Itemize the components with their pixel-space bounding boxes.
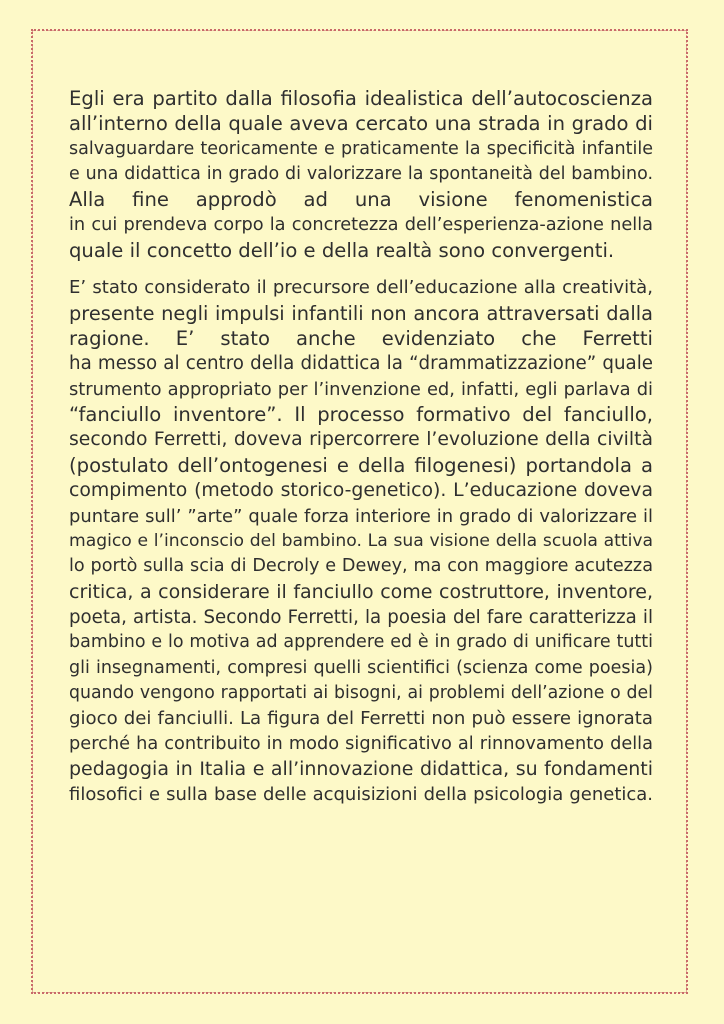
text-line: in cui prendeva corpo la concretezza dell’esperienza-azione nella [69, 214, 653, 235]
text-line: pedagogia in Italia e all’innovazione didattica, su fondamenti [69, 757, 653, 780]
text-line: lo portò sulla scia di Decroly e Dewey, ma con maggiore acutezza [69, 556, 653, 577]
text-line: perché ha contribuito in modo significativo al rinnovamento della [69, 733, 653, 754]
text-line: quale il concetto dell’io e della realtà sono convergenti. [69, 239, 615, 263]
text-line: Egli era partito dalla filosofia idealistica dell’autocoscienza [69, 87, 653, 110]
text-line: E’ stato considerato il precursore dell’educazione alla creatività, [69, 277, 653, 299]
text-line: (postulato dell’ontogenesi e della filogenesi) portandola a [69, 453, 653, 477]
text-line: ha messo al centro della didattica la “drammatizzazione” quale [69, 353, 653, 375]
text-line: gli insegnamenti, compresi quelli scientifici (scienza come poesia) [69, 657, 653, 678]
text-line: e una didattica in grado di valorizzare la spontaneità del bambino. [69, 164, 653, 185]
text-line: ragione. E’ stato anche evidenziato che Ferretti [69, 327, 653, 351]
text-line: “fanciullo inventore”. Il processo formativo del fanciullo, [69, 403, 653, 427]
text-line: filosofici e sulla base delle acquisizioni della psicologia genetica. [69, 784, 653, 806]
document-body [69, 86, 653, 808]
text-line: quando vengono rapportati ai bisogni, ai problemi dell’azione o del [69, 682, 653, 703]
text-line: poeta, artista. Secondo Ferretti, la poesia del fare caratterizza il [69, 606, 653, 628]
text-line: bambino e lo motiva ad apprendere ed è in grado di unificare tutti [69, 632, 653, 653]
paragraph-2 [69, 275, 653, 807]
text-line: presente negli impulsi infantili non ancora attraversati dalla [69, 301, 653, 325]
text-line: salvaguardare teoricamente e praticamente la specificità infantile [69, 138, 653, 159]
text-line: compimento (metodo storico-genetico). L’educazione doveva [69, 480, 653, 502]
text-line: magico e l’inconscio del bambino. La sua visione della scuola attiva [69, 530, 653, 551]
paragraph-1 [69, 86, 653, 263]
text-line: critica, a considerare il fanciullo come costruttore, inventore, [69, 580, 653, 603]
text-line: strumento appropriato per l’invenzione ed, infatti, egli parlava di [69, 378, 653, 400]
text-line: secondo Ferretti, doveva ripercorrere l’evoluzione della civiltà [69, 429, 653, 451]
text-line: puntare sull’ ”arte” quale forza interiore in grado di valorizzare il [69, 505, 653, 527]
text-line: Alla fine approdò ad una visione fenomenistica [69, 188, 653, 212]
text-line: all’interno della quale aveva cercato una strada in grado di [69, 112, 653, 136]
text-line: gioco dei fanciulli. La figura del Ferretti non può essere ignorata [69, 708, 653, 730]
